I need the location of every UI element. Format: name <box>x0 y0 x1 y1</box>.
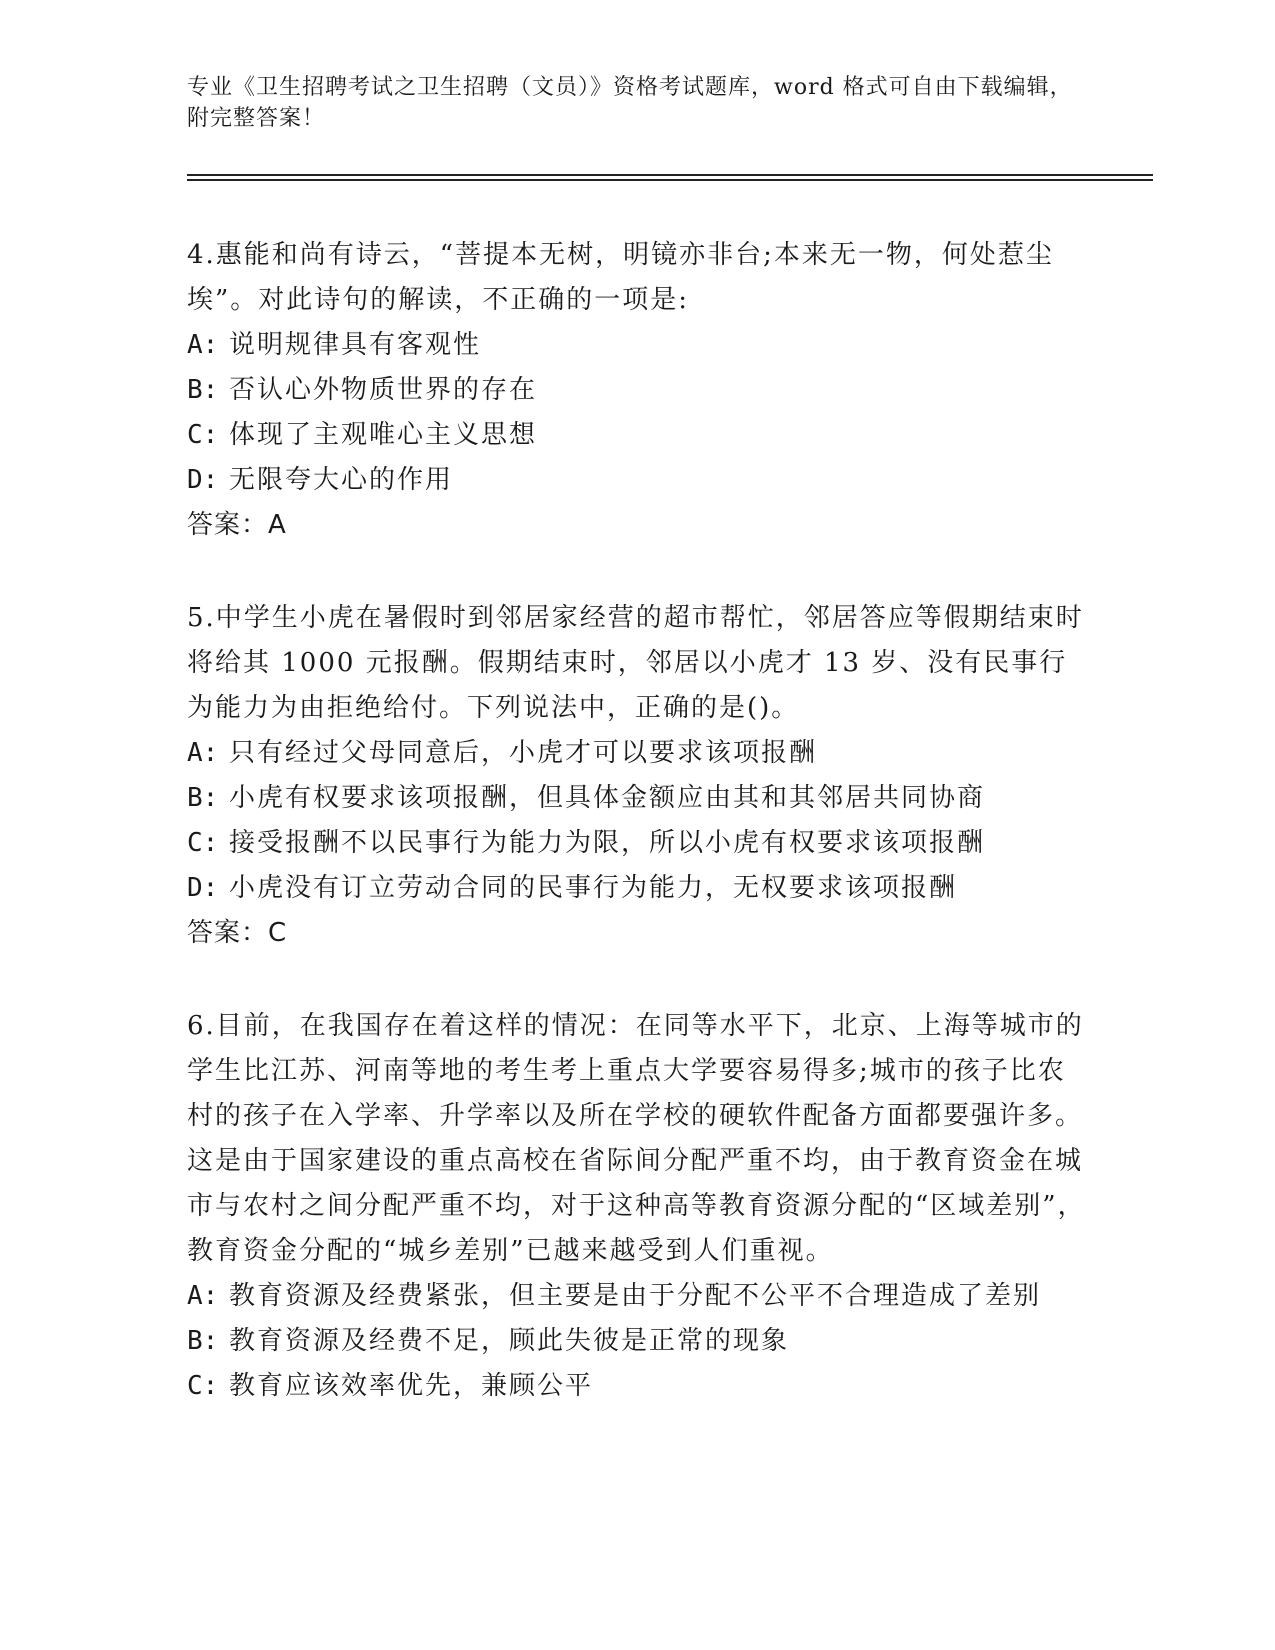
option-text: 体现了主观唯心主义思想 <box>229 420 538 450</box>
option-text: 小虎没有订立劳动合同的民事行为能力，无权要求该项报酬 <box>229 873 958 903</box>
option-letter: D: <box>187 465 219 495</box>
option-b <box>187 776 1087 821</box>
option-letter: C: <box>187 1371 219 1401</box>
option-letter: A: <box>187 738 219 768</box>
option-text: 只有经过父母同意后，小虎才可以要求该项报酬 <box>229 738 818 768</box>
option-text: 教育应该效率优先，兼顾公平 <box>229 1371 594 1401</box>
option-text: 说明规律具有客观性 <box>229 330 482 360</box>
option-c <box>187 413 1087 458</box>
question-4 <box>187 233 1087 548</box>
answer-line: 答案：A <box>187 510 287 540</box>
option-b <box>187 368 1087 413</box>
question-stem: 6.目前，在我国存在着这样的情况：在同等水平下，北京、上海等城市的学生比江苏、河南等地的考生考上重点大学要容易得多;城市的孩子比农村的孩子在入学率、升学率以及所在学校的硬软件配备方面都要强许多。这是由于国家建设的重点高校在省际间分配严重不均，由于教育资金在城市与农村之间分配严重不均，对于这种高等教育资源分配的“区域差别”，教育资金分配的“城乡差别”已越来越受到人们重视。 <box>187 1011 1086 1266</box>
option-c <box>187 1364 1087 1409</box>
option-letter: C: <box>187 420 219 450</box>
answer-line: 答案：C <box>187 918 288 948</box>
option-c <box>187 821 1087 866</box>
option-text: 否认心外物质世界的存在 <box>229 375 538 405</box>
document-page <box>187 72 1087 1409</box>
option-d <box>187 866 1087 911</box>
option-letter: B: <box>187 375 219 405</box>
option-text: 教育资源及经费不足，顾此失彼是正常的现象 <box>229 1326 790 1356</box>
option-a <box>187 1274 1087 1319</box>
option-a <box>187 323 1087 368</box>
option-d <box>187 458 1087 503</box>
question-6 <box>187 1004 1087 1409</box>
option-letter: C: <box>187 828 219 858</box>
option-b <box>187 1319 1087 1364</box>
question-stem: 5.中学生小虎在暑假时到邻居家经营的超市帮忙，邻居答应等假期结束时将给其 1000 元报酬。假期结束时，邻居以小虎才 13 岁、没有民事行为能力为由拒绝给付。下列说法中，正确的是()。 <box>187 603 1084 723</box>
option-text: 教育资源及经费紧张，但主要是由于分配不公平不合理造成了差别 <box>229 1281 1042 1311</box>
question-5 <box>187 596 1087 956</box>
option-text: 小虎有权要求该项报酬，但具体金额应由其和其邻居共同协商 <box>229 783 986 813</box>
header-divider <box>187 174 1153 181</box>
option-text: 无限夸大心的作用 <box>229 465 454 495</box>
option-letter: D: <box>187 873 219 903</box>
question-stem: 4.惠能和尚有诗云，“菩提本无树，明镜亦非台;本来无一物，何处惹尘埃”。对此诗句的解读，不正确的一项是: <box>187 240 1054 315</box>
option-text: 接受报酬不以民事行为能力为限，所以小虎有权要求该项报酬 <box>229 828 986 858</box>
option-letter: A: <box>187 330 219 360</box>
option-letter: B: <box>187 1326 219 1356</box>
option-letter: A: <box>187 1281 219 1311</box>
option-a <box>187 731 1087 776</box>
option-letter: B: <box>187 783 219 813</box>
document-header: 专业《卫生招聘考试之卫生招聘（文员）》资格考试题库，word 格式可自由下载编辑，附完整答案！ <box>187 75 1073 131</box>
